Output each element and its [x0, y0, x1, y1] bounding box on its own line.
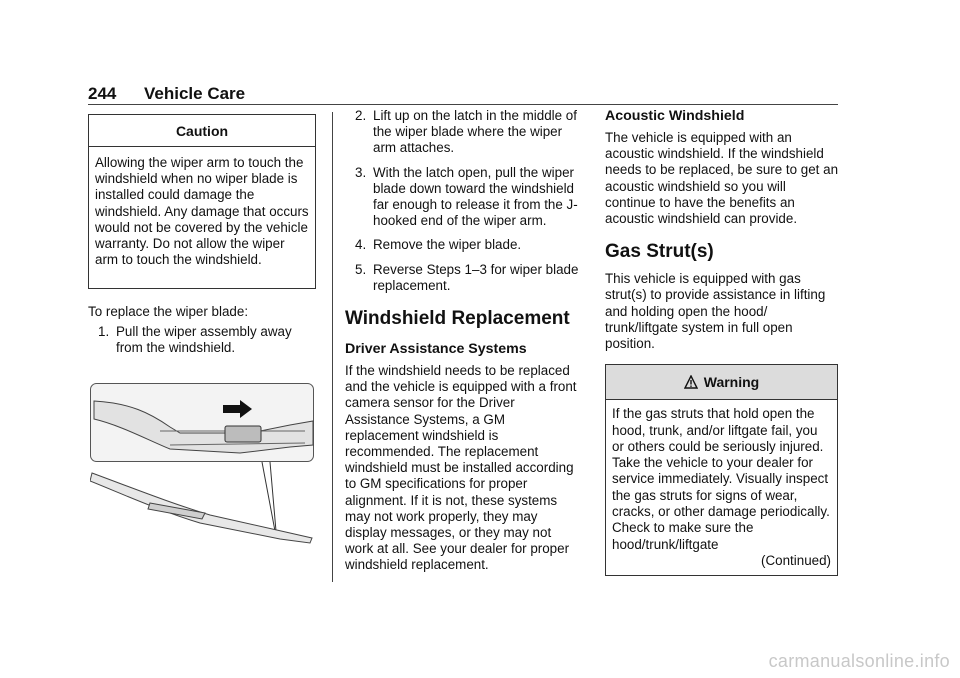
- wiper-illustration-svg: [90, 383, 314, 545]
- list-item: [345, 237, 580, 253]
- warning-header: [606, 365, 837, 400]
- step-number: 3.: [355, 164, 367, 180]
- watermark-text: carmanualsonline.info: [768, 651, 950, 671]
- acoustic-windshield-text: The vehicle is equipped with an acoustic windshield. If the windshield needs to be replaced, be sure to get an acoustic windshield so you will continue to have the benefits an acoustic windshield can provide.: [605, 130, 839, 227]
- column-divider: [332, 112, 333, 582]
- column-left: [88, 114, 318, 365]
- step-text: Reverse Steps 1–3 for wiper blade replacement.: [373, 261, 579, 293]
- warning-icon: [684, 375, 698, 389]
- step-number: 5.: [355, 261, 367, 277]
- step-number: 1.: [98, 324, 110, 340]
- wiper-blade-illustration: [90, 383, 314, 545]
- wiper-assembly-shape: [90, 473, 312, 543]
- callout-lines: [262, 462, 276, 531]
- step-text: Remove the wiper blade.: [373, 237, 522, 253]
- acoustic-windshield-heading: Acoustic Windshield: [605, 108, 745, 124]
- caution-box: [88, 114, 316, 289]
- list-item: [345, 262, 580, 294]
- list-item: [88, 324, 318, 356]
- caution-text: Allowing the wiper arm to touch the windshield when no wiper blade is installed could damage the windshield. Any damage that occurs would not be covered by the vehicle warranty. Do not allow the wiper arm to touch the windshield.: [95, 155, 309, 268]
- steps-list-1: [88, 324, 318, 356]
- header-rule: [88, 104, 838, 105]
- step-number: 2.: [355, 108, 367, 123]
- step-text: Lift up on the latch in the middle of the wiper blade where the wiper arm attaches.: [373, 108, 577, 156]
- list-item: [345, 108, 580, 157]
- list-item: [345, 165, 580, 230]
- warning-text: If the gas struts that hold open the hood, trunk, and/or liftgate fail, you or others could be seriously injured. Take the vehicle to your dealer for service immediately. Visually inspect the gas struts for signs of wear, cracks, or other damage periodically. Check to make sure the hood/trunk/liftgate: [612, 406, 830, 552]
- step-text: Pull the wiper assembly away from the windshield.: [116, 324, 292, 356]
- warning-title: Warning: [703, 374, 760, 391]
- steps-list-2: [345, 108, 580, 294]
- windshield-replacement-text: If the windshield needs to be replaced and the vehicle is equipped with a front camera sensor for the Driver Assistance Systems, a GM replacement windshield is recommended. The replacement windshield must be installed according to GM specifications for proper alignment. If it is not, these systems may not work properly, they may display messages, or they may not work at all. See your dealer for proper windshield replacement.: [345, 363, 577, 573]
- column-right: [605, 108, 838, 576]
- intro-text: To replace the wiper blade:: [88, 304, 249, 319]
- driver-assistance-heading: Driver Assistance Systems: [345, 341, 527, 358]
- caution-title: Caution: [175, 123, 229, 139]
- section-title: Vehicle Care: [144, 84, 246, 103]
- page-number: 244: [88, 84, 117, 103]
- windshield-replacement-heading: Windshield Replacement: [345, 308, 570, 330]
- column-middle: [345, 108, 580, 574]
- gas-struts-text: This vehicle is equipped with gas strut(s) to provide assistance in lifting and holding open the hood/ trunk/liftgate system in full open position.: [605, 271, 826, 352]
- warning-box: [605, 364, 838, 576]
- latch-shape: [225, 426, 261, 442]
- step-text: With the latch open, pull the wiper blade down toward the windshield far enough to release it from the J-hooked end of the wiper arm.: [373, 164, 578, 229]
- step-number: 4.: [355, 237, 367, 253]
- gas-struts-heading: Gas Strut(s): [605, 241, 714, 263]
- page-header: [88, 84, 245, 104]
- continued-label: (Continued): [761, 552, 831, 568]
